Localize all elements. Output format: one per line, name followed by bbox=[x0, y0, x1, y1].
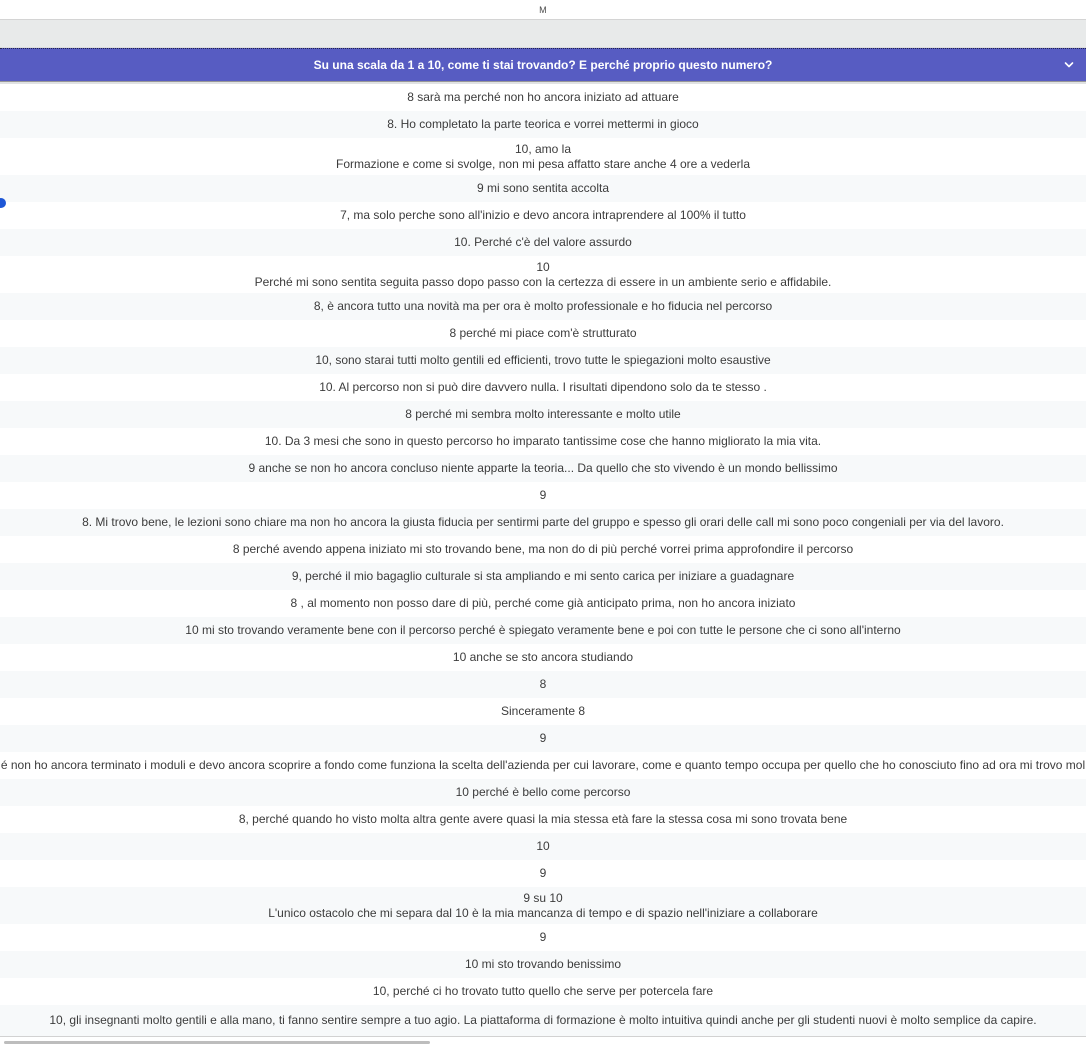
response-text: 8, è ancora tutto una novità ma per ora è molto professionale e ho fiducia nel percorso bbox=[313, 299, 773, 313]
response-row[interactable] bbox=[0, 951, 1086, 978]
response-row[interactable] bbox=[0, 536, 1086, 563]
response-row[interactable] bbox=[0, 833, 1086, 860]
response-row[interactable] bbox=[0, 978, 1086, 1005]
response-text: 9 anche se non ho ancora concluso niente apparte la teoria... Da quello che sto vivendo è un mondo bellissimo bbox=[248, 461, 838, 475]
response-text: 10 bbox=[536, 259, 550, 274]
response-row[interactable] bbox=[0, 482, 1086, 509]
response-row[interactable] bbox=[0, 806, 1086, 833]
horizontal-scrollbar-track[interactable] bbox=[0, 1040, 1086, 1046]
response-row[interactable] bbox=[0, 455, 1086, 482]
response-row[interactable] bbox=[0, 698, 1086, 725]
responses-list bbox=[0, 84, 1086, 1036]
response-text: 8 , al momento non posso dare di più, perché come già anticipato prima, non ho ancora iniziato bbox=[290, 596, 796, 610]
response-text: 10. Da 3 mesi che sono in questo percorso ho imparato tantissime cose che hanno migliorato la mia vita. bbox=[264, 434, 822, 448]
response-text: 8 perché avendo appena iniziato mi sto trovando bene, ma non do di più perché vorrei prima approfondire il percorso bbox=[232, 542, 854, 556]
response-row[interactable] bbox=[0, 617, 1086, 644]
window-title-fragment: M bbox=[539, 4, 547, 15]
response-row[interactable] bbox=[0, 671, 1086, 698]
response-text: 10 perché è bello come percorso bbox=[455, 785, 631, 799]
response-text: 9 mi sono sentita accolta bbox=[476, 181, 610, 195]
response-row[interactable] bbox=[0, 887, 1086, 924]
response-text: 7, ma solo perche sono all'inizio e devo ancora intraprendere al 100% il tutto bbox=[340, 208, 746, 222]
response-row[interactable] bbox=[0, 256, 1086, 293]
response-text: 10 mi sto trovando benissimo bbox=[464, 957, 622, 971]
response-text: Formazione e come si svolge, non mi pesa affatto stare anche 4 ore a vederla bbox=[335, 156, 750, 171]
response-row[interactable] bbox=[0, 590, 1086, 617]
response-text: 9 bbox=[539, 731, 547, 745]
response-text: 8 sarà ma perché non ho ancora iniziato ad attuare bbox=[407, 90, 679, 104]
response-text: 8, perché quando ho visto molta altra gente avere quasi la mia stessa età fare la stessa cosa mi sono trovata bene bbox=[238, 812, 848, 826]
response-row[interactable] bbox=[0, 84, 1086, 111]
response-row[interactable] bbox=[0, 401, 1086, 428]
response-text: é non ho ancora terminato i moduli e devo ancora scoprire a fondo come funziona la scelta dell'azienda per cui lavorare, come e quanto tempo occupa per quello che ho conosciuto fino ad ora mi trovo mol bbox=[0, 758, 1086, 772]
response-row[interactable] bbox=[0, 374, 1086, 401]
toolbar bbox=[0, 20, 1086, 48]
response-row[interactable] bbox=[0, 509, 1086, 536]
response-text: 10, amo la bbox=[514, 141, 572, 156]
response-row[interactable] bbox=[0, 229, 1086, 256]
response-row[interactable] bbox=[0, 175, 1086, 202]
response-row[interactable] bbox=[0, 293, 1086, 320]
response-text: Sinceramente 8 bbox=[500, 704, 586, 718]
chevron-down-icon[interactable] bbox=[1062, 58, 1076, 72]
response-row[interactable] bbox=[0, 1005, 1086, 1036]
horizontal-scrollbar-thumb[interactable] bbox=[4, 1041, 430, 1044]
response-text: 10, gli insegnanti molto gentili e alla mano, ti fanno sentire sempre a tuo agio. La piattaforma di formazione è molto intuitiva quindi anche per gli studenti nuovi è molto semplice da capire. bbox=[49, 1013, 1037, 1027]
response-text: 8 bbox=[539, 677, 547, 691]
response-text: 9 bbox=[539, 488, 547, 502]
response-row[interactable] bbox=[0, 320, 1086, 347]
response-text: 10. Al percorso non si può dire davvero nulla. I risultati dipendono solo da te stesso . bbox=[319, 380, 767, 394]
response-text: Perché mi sono sentita seguita passo dopo passo con la certezza di essere in un ambiente serio e affidabile. bbox=[254, 274, 832, 289]
response-text: 9 su 10 bbox=[523, 890, 563, 905]
response-text: L'unico ostacolo che mi separa dal 10 è la mia mancanza di tempo e di spazio nell'iniziare a collaborare bbox=[268, 905, 818, 920]
response-text: 10 anche se sto ancora studiando bbox=[452, 650, 634, 664]
response-row[interactable] bbox=[0, 644, 1086, 671]
response-text: 8 perché mi sembra molto interessante e molto utile bbox=[405, 407, 681, 421]
response-row[interactable] bbox=[0, 563, 1086, 590]
response-text: 9 bbox=[539, 930, 547, 944]
question-header-label: Su una scala da 1 a 10, come ti stai trovando? E perché proprio questo numero? bbox=[313, 58, 773, 72]
bottom-scroll-area bbox=[0, 1036, 1086, 1047]
response-text: 10 mi sto trovando veramente bene con il percorso perché è spiegato veramente bene e poi con tutte le persone che ci sono all'interno bbox=[185, 623, 901, 637]
response-text: 10 bbox=[536, 839, 550, 853]
response-text: 8. Ho completato la parte teorica e vorrei mettermi in gioco bbox=[387, 117, 699, 131]
response-row[interactable] bbox=[0, 860, 1086, 887]
column-header-question[interactable] bbox=[0, 48, 1086, 82]
response-text: 9 bbox=[539, 866, 547, 880]
response-row[interactable] bbox=[0, 725, 1086, 752]
response-row[interactable] bbox=[0, 779, 1086, 806]
response-text: 10. Perché c'è del valore assurdo bbox=[454, 235, 632, 249]
response-row[interactable] bbox=[0, 347, 1086, 374]
top-bar bbox=[0, 0, 1086, 20]
response-text: 10, perché ci ho trovato tutto quello che serve per potercela fare bbox=[372, 984, 714, 998]
response-row[interactable] bbox=[0, 428, 1086, 455]
response-row[interactable] bbox=[0, 752, 1086, 779]
response-text: 9, perché il mio bagaglio culturale si sta ampliando e mi sento carica per iniziare a guadagnare bbox=[291, 569, 795, 583]
response-text: 8 perché mi piace com'è strutturato bbox=[449, 326, 637, 340]
response-row[interactable] bbox=[0, 138, 1086, 175]
response-text: 8. Mi trovo bene, le lezioni sono chiare ma non ho ancora la giusta fiducia per sentirmi parte del gruppo e spesso gli orari delle call mi sono poco congeniali per via del lavoro. bbox=[82, 515, 1004, 529]
response-row[interactable] bbox=[0, 202, 1086, 229]
response-text: 10, sono starai tutti molto gentili ed efficienti, trovo tutte le spiegazioni molto esaustive bbox=[315, 353, 771, 367]
response-row[interactable] bbox=[0, 111, 1086, 138]
response-row[interactable] bbox=[0, 924, 1086, 951]
